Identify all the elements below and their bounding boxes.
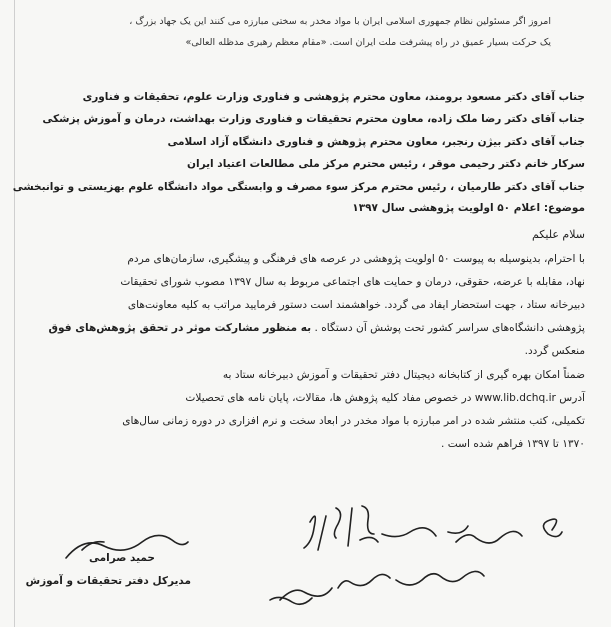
paragraph-1-bold-phrase: به منظور مشارکت موثر در تحقق پژوهش‌های فوق bbox=[48, 322, 312, 334]
paragraph-1-line-4 bbox=[49, 322, 585, 334]
quote-line-1: امروز اگر مسئولین نظام جمهوری اسلامی ایران با مواد مخدر به سختی مبارزه می کنند این یک جهاد بزرگ ، bbox=[129, 16, 551, 27]
recipient-2: جناب آقای دکتر رضا ملک زاده، معاون محترم تحقیقات و فناوری وزارت بهداشت، درمان و آموزش پزشکی bbox=[42, 113, 585, 125]
recipient-5: جناب آقای دکتر طارمیان ، رئیس محترم مرکز سوء مصرف و وابستگی مواد دانشگاه علوم بهزیستی و توانبخشی bbox=[12, 181, 585, 193]
paragraph-1-line-2: نهاد، مقابله با عرضه، حقوقی، درمان و حمایت های اجتماعی مربوط به سال ۱۳۹۷ مصوب شورای تحقیقات bbox=[120, 276, 585, 288]
quote-line-2: یک حرکت بسیار عمیق در راه پیشرفت ملت ایران است. «مقام معظم رهبری مدظله العالی» bbox=[185, 37, 551, 48]
subject-line: موضوع: اعلام ۵۰ اولویت پژوهشی سال ۱۳۹۷ bbox=[352, 202, 585, 214]
recipient-1: جناب آقای دکتر مسعود برومند، معاون محترم پژوهشی و فناوری وزارت علوم، تحقیقات و فناوری bbox=[82, 91, 585, 103]
signatory-title: مدیرکل دفتر تحقیقات و آموزش bbox=[25, 575, 191, 587]
recipient-3: جناب آقای دکتر بیژن رنجبر، معاون محترم پژوهش و فناوری دانشگاه آزاد اسلامی bbox=[167, 136, 585, 148]
paragraph-1-end: منعکس گردد. bbox=[524, 345, 585, 357]
handwritten-referral-note bbox=[240, 488, 600, 618]
greeting: سلام علیکم bbox=[531, 228, 585, 241]
recipient-4: سرکار خانم دکتر رحیمی موقر ، رئیس محترم مرکز ملی مطالعات اعتیاد ایران bbox=[187, 158, 585, 170]
paragraph-1-line-4-text: پژوهشی دانشگاه‌های سراسر کشور تحت پوشش آن دستگاه . bbox=[314, 322, 585, 334]
paragraph-1-line-3: دبیرخانه ستاد ، جهت استحضار ایفاد می گردد. خواهشمند است دستور فرمایید مراتب به کلیه معاونت‌های bbox=[127, 299, 585, 311]
paragraph-2-line-1: ضمناً امکان بهره گیری از کتابخانه دیجیتال دفتر تحقیقات و آموزش دبیرخانه ستاد به bbox=[222, 369, 585, 381]
paragraph-2-line-3: تکمیلی، کتب منتشر شده در امر مبارزه با مواد مخدر در ابعاد سخت و نرم افزاری در دوره زمانی سال‌های bbox=[122, 415, 585, 427]
scan-edge bbox=[14, 0, 15, 627]
paragraph-2-line-4: ۱۳۷۰ تا ۱۳۹۷ فراهم شده است . bbox=[441, 438, 585, 450]
signatory-name: حمید صرامی bbox=[88, 552, 155, 564]
paragraph-1-line-1: با احترام، بدینوسیله به پیوست ۵۰ اولویت پژوهشی در عرصه های فرهنگی و پیشگیری، سازمان‌های مردم bbox=[127, 253, 585, 265]
paragraph-2-line-2: آدرس www.lib.dchq.ir در خصوص مفاد کلیه پژوهش ها، مقالات، پایان نامه های تحصیلات bbox=[185, 392, 585, 404]
